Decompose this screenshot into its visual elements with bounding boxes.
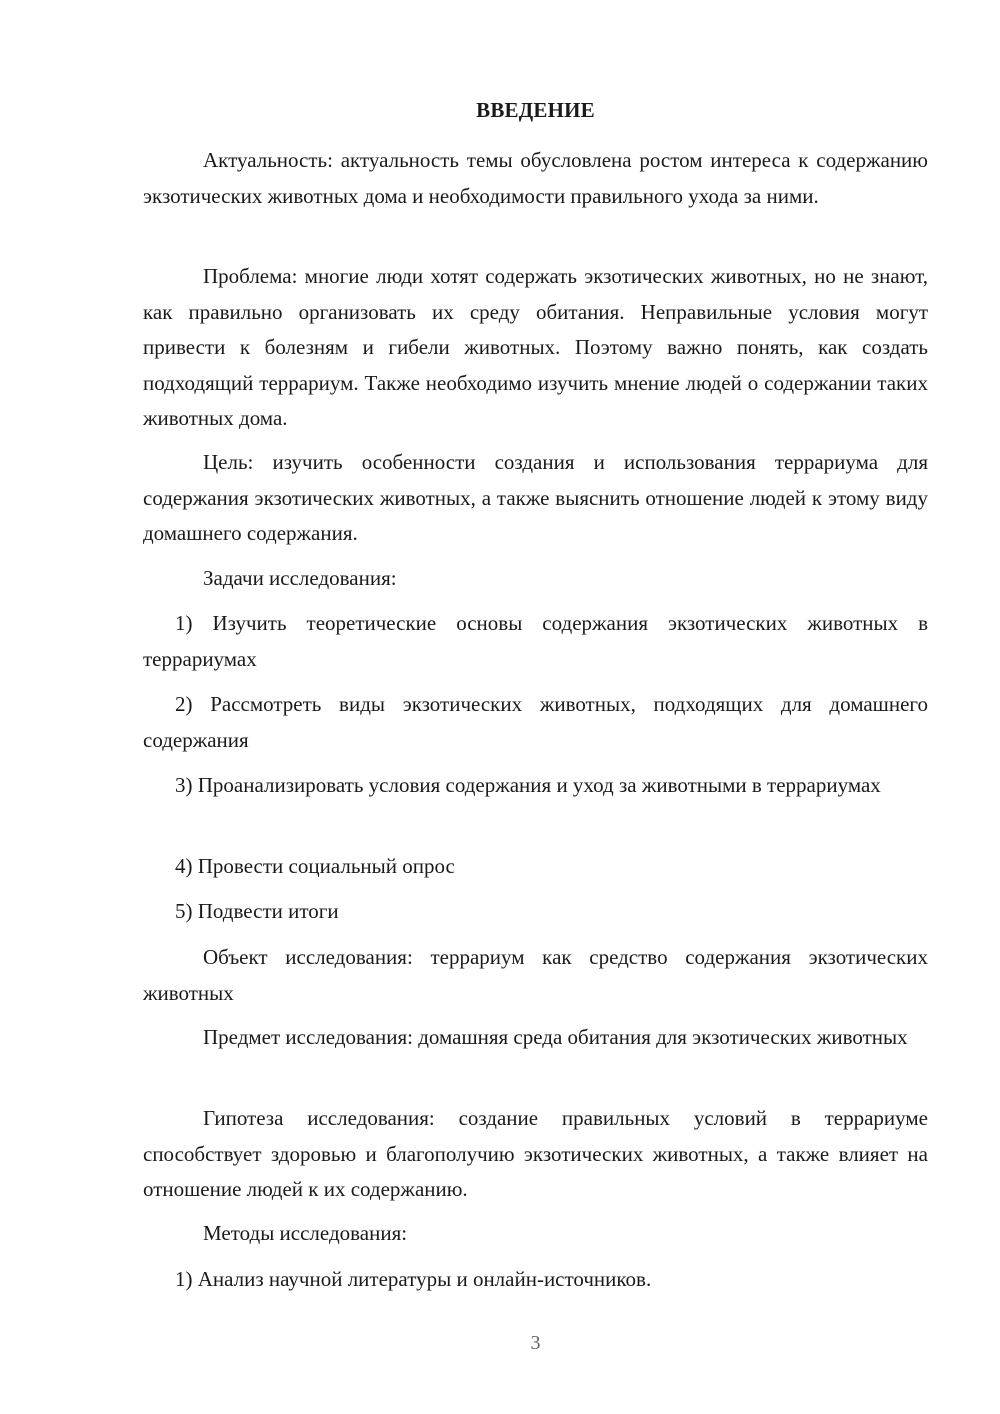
page-number: 3	[530, 1332, 541, 1354]
section-heading: ВВЕДЕНИЕ	[476, 98, 595, 122]
paragraph-goal: Цель: изучить особенности создания и использования террариума для содержания экзотических животных, а также выяснить отношение людей к этому виду домашнего содержания.	[143, 450, 928, 545]
paragraph-subject: Предмет исследования: домашняя среда обитания для экзотических животных	[203, 1025, 908, 1049]
task-item-5: 5) Подвести итоги	[175, 899, 339, 923]
method-item-1: 1) Анализ научной литературы и онлайн-источников.	[175, 1267, 652, 1291]
tasks-title: Задачи исследования:	[203, 566, 397, 590]
document-page	[143, 0, 928, 1414]
paragraph-relevance: Актуальность: актуальность темы обусловлена ростом интереса к содержанию экзотических животных дома и необходимости правильного ухода за ними.	[143, 148, 928, 208]
paragraph-object: Объект исследования: террариум как средство содержания экзотических животных	[143, 945, 928, 1005]
task-item-2: 2) Рассмотреть виды экзотических животных, подходящих для домашнего содержания	[143, 692, 928, 752]
task-item-4: 4) Провести социальный опрос	[175, 854, 455, 878]
paragraph-problem: Проблема: многие люди хотят содержать экзотических животных, но не знают, как правильно организовать их среду обитания. Неправильные условия могут привести к болезням и гибели животных. Поэтому важно понять, как создать подходящий террариум. Также необходимо изучить мнение людей о содержании таких животных дома.	[143, 264, 928, 430]
paragraph-hypothesis: Гипотеза исследования: создание правильных условий в террариуме способствует здоровью и благополучию экзотических животных, а также влияет на отношение людей к их содержанию.	[143, 1106, 928, 1201]
task-item-3: 3) Проанализировать условия содержания и уход за животными в террариумах	[175, 773, 881, 797]
methods-title: Методы исследования:	[203, 1221, 408, 1245]
task-item-1: 1) Изучить теоретические основы содержания экзотических животных в террариумах	[143, 611, 928, 671]
